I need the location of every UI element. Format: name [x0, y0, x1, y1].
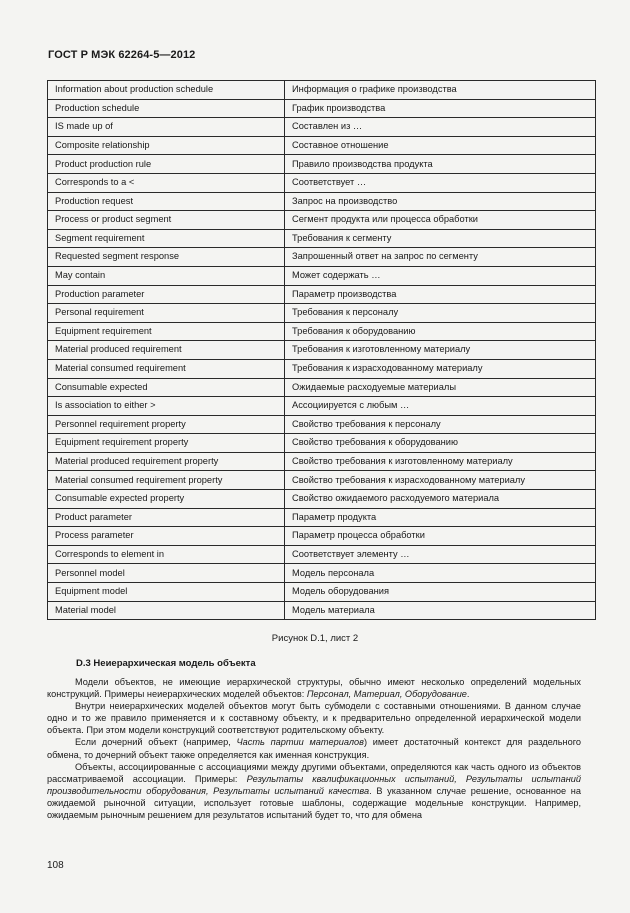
text-run: Модели объектов, не имеющие иерархической структуры, обычно имеют несколько определений модельных конструкций. Примеры неиерархических моделей объектов: — [47, 677, 581, 700]
table-row — [48, 434, 596, 453]
term-english: Information about production schedule — [48, 81, 285, 100]
table-row — [48, 192, 596, 211]
glossary-table — [47, 80, 596, 620]
term-english: May contain — [48, 266, 285, 285]
term-english: Material model — [48, 601, 285, 620]
text-run: Внутри неиерархических моделей объектов могут быть субмодели с составными отношениями. В данном случае одно и то же правило применяется и к составному объекту, и к предварительно определенной иерархической модели объекта. При этом модели конструкций соответствуют родительскому объекту. — [47, 701, 581, 736]
term-russian: Информация о графике производства — [285, 81, 596, 100]
table-row — [48, 471, 596, 490]
emphasis-text: Часть партии материалов — [236, 737, 364, 748]
term-russian: Требования к персоналу — [285, 304, 596, 323]
term-russian: Требования к изготовленному материалу — [285, 341, 596, 360]
term-russian: Запрошенный ответ на запрос по сегменту — [285, 248, 596, 267]
term-russian: Ассоциируется с любым … — [285, 397, 596, 416]
term-english: Segment requirement — [48, 229, 285, 248]
page-number: 108 — [47, 860, 64, 871]
term-english: Production schedule — [48, 99, 285, 118]
table-row — [48, 545, 596, 564]
table-row — [48, 378, 596, 397]
table-row — [48, 229, 596, 248]
table-row — [48, 490, 596, 509]
table-row — [48, 583, 596, 602]
term-english: Material produced requirement — [48, 341, 285, 360]
term-russian: Составлен из … — [285, 118, 596, 137]
table-row — [48, 81, 596, 100]
table-row — [48, 136, 596, 155]
term-russian: Модель оборудования — [285, 583, 596, 602]
emphasis-text: Результаты квалификационных испытаний, Результаты испытаний производительности оборудования, Результаты испытаний качества — [47, 773, 581, 796]
term-russian: Модель персонала — [285, 564, 596, 583]
section-heading: D.3 Неиерархическая модель объекта — [76, 658, 256, 669]
term-russian: Параметр продукта — [285, 508, 596, 527]
table-row — [48, 266, 596, 285]
table-row — [48, 211, 596, 230]
term-english: Consumable expected property — [48, 490, 285, 509]
term-russian: Ожидаемые расходуемые материалы — [285, 378, 596, 397]
term-russian: Модель материала — [285, 601, 596, 620]
text-run: Объекты, ассоциированные с ассоциациями между другими объектами, определяются как часть одного из объектов рассматриваемой ассоциации. Примеры: — [47, 761, 581, 784]
term-russian: Может содержать … — [285, 266, 596, 285]
term-english: Process parameter — [48, 527, 285, 546]
term-russian: Запрос на производство — [285, 192, 596, 211]
term-english: Personal requirement — [48, 304, 285, 323]
term-english: Requested segment response — [48, 248, 285, 267]
term-russian: Сегмент продукта или процесса обработки — [285, 211, 596, 230]
term-english: Is association to either > — [48, 397, 285, 416]
term-english: Equipment model — [48, 583, 285, 602]
term-english: Consumable expected — [48, 378, 285, 397]
term-english: Equipment requirement property — [48, 434, 285, 453]
term-russian: Соответствует элементу … — [285, 545, 596, 564]
term-russian: Требования к сегменту — [285, 229, 596, 248]
term-english: Product parameter — [48, 508, 285, 527]
table-row — [48, 285, 596, 304]
table-row — [48, 173, 596, 192]
term-russian: Свойство требования к израсходованному материалу — [285, 471, 596, 490]
term-english: Personnel requirement property — [48, 415, 285, 434]
glossary-table-body — [48, 81, 596, 620]
term-english: IS made up of — [48, 118, 285, 137]
term-russian: Свойство требования к персоналу — [285, 415, 596, 434]
term-english: Product production rule — [48, 155, 285, 174]
table-row — [48, 304, 596, 323]
table-row — [48, 397, 596, 416]
term-russian: Параметр процесса обработки — [285, 527, 596, 546]
table-row — [48, 452, 596, 471]
text-run: . В указанном случае решение, основанное на ожидаемой рыночной ситуации, использует готовые шаблоны, содержащие модельные конструкции. Например, ожидаемым рыночным решением для результатов испытаний будет то, что для обмена — [47, 785, 581, 821]
table-row — [48, 99, 596, 118]
term-english: Equipment requirement — [48, 322, 285, 341]
figure-caption: Рисунок D.1, лист 2 — [271, 633, 359, 644]
term-english: Production request — [48, 192, 285, 211]
term-english: Corresponds to element in — [48, 545, 285, 564]
table-row — [48, 359, 596, 378]
paragraph — [47, 700, 581, 736]
term-english: Material produced requirement property — [48, 452, 285, 471]
term-russian: Требования к израсходованному материалу — [285, 359, 596, 378]
term-english: Process or product segment — [48, 211, 285, 230]
term-russian: Требования к оборудованию — [285, 322, 596, 341]
term-english: Material consumed requirement property — [48, 471, 285, 490]
table-row — [48, 322, 596, 341]
table-row — [48, 564, 596, 583]
term-russian: Соответствует … — [285, 173, 596, 192]
table-row — [48, 118, 596, 137]
term-russian: Параметр производства — [285, 285, 596, 304]
table-row — [48, 415, 596, 434]
table-row — [48, 601, 596, 620]
table-row — [48, 155, 596, 174]
term-english: Composite relationship — [48, 136, 285, 155]
text-run: ) имеет достаточный контекст для раздельного обмена, то дочерний объект также определяется как именная конструкция. — [47, 737, 581, 760]
term-english: Production parameter — [48, 285, 285, 304]
emphasis-text: Персонал, Материал, Оборудование — [306, 689, 467, 700]
text-run: Если дочерний объект (например, — [75, 737, 237, 748]
document-header: ГОСТ Р МЭК 62264-5—2012 — [48, 49, 196, 61]
text-run: . — [466, 689, 470, 700]
table-row — [48, 508, 596, 527]
term-english: Material consumed requirement — [48, 359, 285, 378]
term-russian: Свойство ожидаемого расходуемого материала — [285, 490, 596, 509]
table-row — [48, 248, 596, 267]
term-english: Personnel model — [48, 564, 285, 583]
term-russian: Составное отношение — [285, 136, 596, 155]
table-row — [48, 341, 596, 360]
table-row — [48, 527, 596, 546]
term-russian: Свойство требования к оборудованию — [285, 434, 596, 453]
term-russian: Правило производства продукта — [285, 155, 596, 174]
paragraph — [47, 736, 581, 760]
term-english: Corresponds to a < — [48, 173, 285, 192]
paragraph — [47, 676, 581, 700]
glossary-table-wrapper — [47, 80, 596, 620]
term-russian: Свойство требования к изготовленному материалу — [285, 452, 596, 471]
section-body — [47, 676, 581, 821]
term-russian: График производства — [285, 99, 596, 118]
paragraph — [47, 761, 581, 821]
